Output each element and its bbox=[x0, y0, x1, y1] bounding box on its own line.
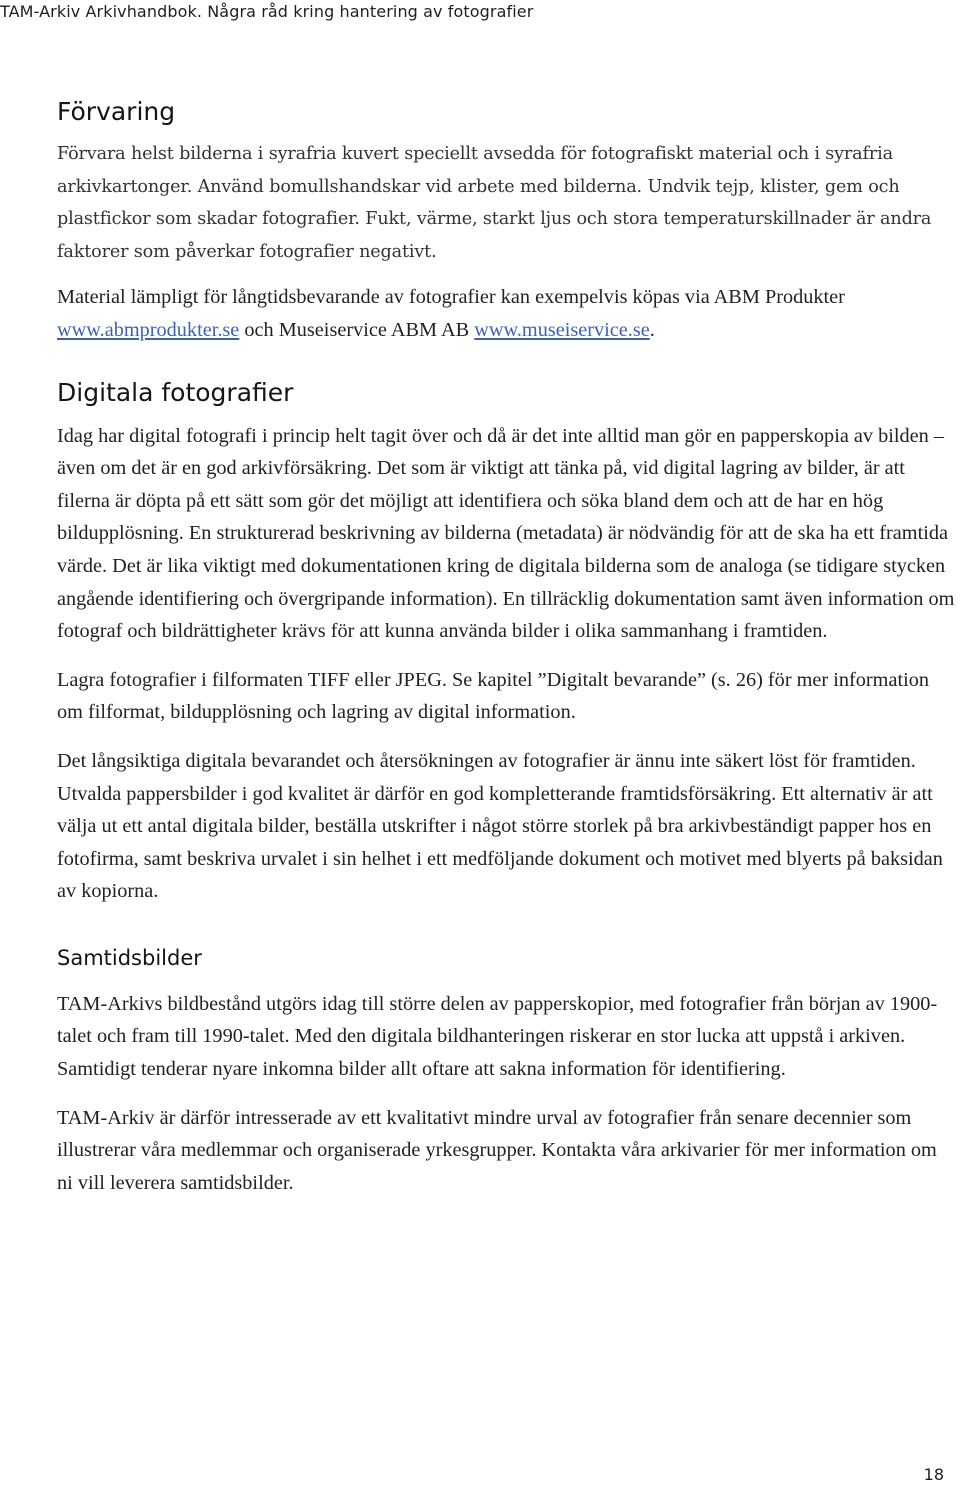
abmprodukter-link[interactable]: www.abmprodukter.se bbox=[57, 318, 240, 341]
heading-forvaring: Förvaring bbox=[57, 97, 176, 126]
paragraph-digitala-documentation: Idag har digital fotografi i princip helt tagit över och då är det inte alltid man gör en papperskopia av bilden – även om det är en god arkivförsäkring. Det som är viktigt att tänka på, vid digital lagring av bilder, är att filerna är döpta på ett sätt som gör det möjligt att identifiera och söka bland dem och att de har en hög bildupplösning. En strukturerad beskrivning av bilderna (metadata) är nödvändig för att de ska ha ett framtida värde. Det är lika viktigt med dokumentationen kring de digitala bilderna som de analoga (se tidigare stycken angående identifiering och övergripande information). En tillräcklig dokumentation samt även information om fotograf och bildrättigheter krävs för att kunna använda bilder i olika sammanhang i framtiden. bbox=[57, 424, 955, 643]
suppliers-text-end: . bbox=[649, 318, 655, 341]
paragraph-forvaring-storage: Förvara helst bilderna i syrafria kuvert speciellt avsedda för fotografiskt material och i syrafria arkivkartonger. Använd bomullshandskar vid arbete med bilderna. Undvik tejp, klister, gem och plastfickor som skadar fotografier. Fukt, värme, starkt ljus och stora temperaturskillnader är andra faktorer som påverkar fotografier negativt. bbox=[57, 144, 932, 262]
paragraph-samtid-request: TAM-Arkiv är därför intresserade av ett kvalitativt mindre urval av fotografier från senare decennier som illustrerar våra medlemmar och organiserade yrkesgrupper. Kontakta våra arkivarier för mer information om ni vill leverera samtidsbilder. bbox=[57, 1106, 937, 1194]
heading-digitala-fotografier: Digitala fotografier bbox=[57, 377, 294, 407]
paragraph-digitala-preservation: Det långsiktiga digitala bevarandet och återsökningen av fotografier är ännu inte säkert löst för framtiden. Utvalda pappersbilder i god kvalitet är därför en god kompletterande framtidsförsäkring. Ett alternativ är att välja ut ett antal digitala bilder, beställa utskrifter i något större storlek på bra arkivbeständigt papper hos en fotofirma, samt beskriva urvalet i sin helhet i ett medföljande dokument och motivet med blyerts på baksidan av kopiorna. bbox=[57, 749, 943, 903]
heading-samtidsbilder: Samtidsbilder bbox=[57, 945, 202, 970]
page-number: 18 bbox=[923, 1465, 944, 1484]
running-header: TAM-Arkiv Arkivhandbok. Några råd kring hantering av fotografier bbox=[0, 2, 534, 21]
museiservice-link[interactable]: www.museiservice.se bbox=[474, 318, 650, 341]
paragraph-forvaring-suppliers bbox=[57, 281, 957, 346]
suppliers-text-start: Material lämpligt för långtidsbevarande av fotografier kan exempelvis köpas via ABM Produkter bbox=[57, 286, 845, 309]
document-body bbox=[57, 96, 957, 1199]
suppliers-text-middle: och Museiservice ABM AB bbox=[239, 318, 475, 341]
paragraph-samtid-collection: TAM-Arkivs bildbestånd utgörs idag till större delen av papperskopior, med fotografier från början av 1900-talet och fram till 1990-talet. Med den digitala bildhanteringen riskerar en stor lucka att uppstå i arkiven. Samtidigt tenderar nyare inkomna bilder allt oftare att sakna information för identifiering. bbox=[57, 992, 938, 1081]
paragraph-digitala-fileformats: Lagra fotografier i filformaten TIFF eller JPEG. Se kapitel ”Digitalt bevarande” (s. 26) för mer information om filformat, bildupplösning och lagring av digital information. bbox=[57, 668, 929, 724]
